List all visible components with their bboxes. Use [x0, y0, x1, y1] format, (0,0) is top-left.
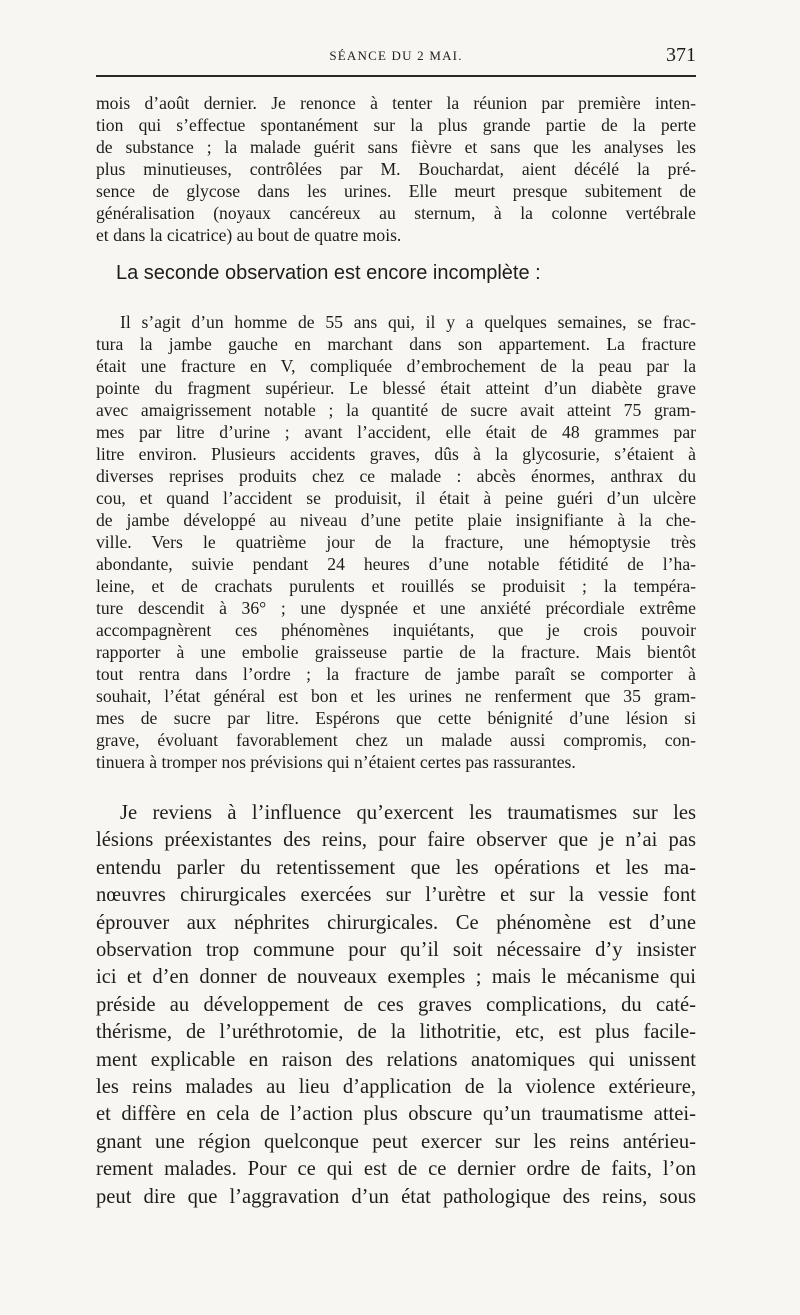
- text-line: peut dire que l’aggravation d’un état pathologique des reins, sous: [96, 1185, 696, 1208]
- text-line: mes de sucre par litre. Espérons que cette bénignité d’une lésion si: [96, 708, 696, 728]
- text-line: préside au développement de ces graves complications, du caté-: [96, 993, 696, 1016]
- text-line: leine, et de crachats purulents et rouillés se produisit ; la tempéra-: [96, 576, 696, 596]
- paragraph-1: [96, 92, 696, 246]
- heading-text: La seconde observation est encore incomplète :: [116, 262, 541, 284]
- text-line: éprouver aux néphrites chirurgicales. Ce phénomène est d’une: [96, 911, 696, 934]
- text-line: ment explicable en raison des relations anatomiques qui unissent: [96, 1048, 696, 1071]
- text-line: cou, et quand l’accident se produisit, il était à peine guéri d’un ulcère: [96, 488, 696, 508]
- text-line: plus minutieuses, contrôlées par M. Bouchardat, aient décélé la pré-: [96, 159, 696, 179]
- text-line: tion qui s’effectue spontanément sur la plus grande partie de la perte: [96, 115, 696, 135]
- paragraph-3: [96, 800, 696, 1211]
- text-line: pointe du fragment supérieur. Le blessé était atteint d’un diabète grave: [96, 378, 696, 398]
- text-line: rapporter à une embolie graisseuse partie de la fracture. Mais bientôt: [96, 642, 696, 662]
- text-line: rement malades. Pour ce qui est de ce dernier ordre de faits, l’on: [96, 1158, 696, 1181]
- header-rule: [96, 75, 696, 77]
- text-line: Il s’agit d’un homme de 55 ans qui, il y a quelques semaines, se frac-: [120, 312, 696, 332]
- text-line: tout rentra dans l’ordre ; la fracture de jambe paraît se comporter à: [96, 664, 696, 684]
- text-line: souhait, l’état général est bon et les urines ne renferment que 35 gram-: [96, 686, 696, 706]
- text-line: sence de glycose dans les urines. Elle meurt presque subitement de: [96, 181, 696, 201]
- text-line: et diffère en cela de l’action plus obscure qu’un traumatisme attei-: [96, 1103, 696, 1126]
- text-line: généralisation (noyaux cancéreux au sternum, à la colonne vertébrale: [96, 203, 696, 223]
- page-number: 371: [666, 44, 696, 66]
- running-title: SÉANCE DU 2 MAI.: [329, 48, 463, 63]
- text-line: tinuera à tromper nos prévisions qui n’étaient certes pas rassurantes.: [96, 752, 576, 772]
- text-line: Je reviens à l’influence qu’exercent les traumatismes sur les: [120, 802, 696, 824]
- text-line: grave, évoluant favorablement chez un malade aussi compromis, con-: [96, 730, 696, 750]
- text-line: entendu parler du retentissement que les opérations et les ma-: [96, 856, 696, 879]
- text-line: mes par litre d’urine ; avant l’accident, elle était de 48 grammes par: [96, 422, 696, 442]
- text-line: lésions préexistantes des reins, pour faire observer que je n’ai pas: [96, 829, 696, 852]
- text-line: ture descendit à 36° ; une dyspnée et une anxiété précordiale extrême: [96, 598, 696, 618]
- text-line: et dans la cicatrice) au bout de quatre mois.: [96, 225, 402, 245]
- text-line: de jambe développé au niveau d’une petite plaie insignifiante à la che-: [96, 510, 696, 530]
- text-line: abondante, suivie pendant 24 heures d’une notable fétidité de l’ha-: [96, 554, 696, 574]
- text-line: diverses reprises produits chez ce malade : abcès énormes, anthrax du: [96, 466, 696, 486]
- text-line: tura la jambe gauche en marchant dans son appartement. La fracture: [96, 334, 696, 354]
- text-line: avec amaigrissement notable ; la quantité de sucre avait atteint 75 gram-: [96, 400, 696, 420]
- text-line: accompagnèrent ces phénomènes inquiétants, que je crois pouvoir: [96, 620, 696, 640]
- text-line: les reins malades au lieu d’application de la violence extérieure,: [96, 1076, 696, 1099]
- text-line: observation trop commune pour qu’il soit nécessaire d’y insister: [96, 939, 696, 962]
- text-line: de substance ; la malade guérit sans fièvre et sans que les analyses les: [96, 137, 696, 157]
- text-line: nœuvres chirurgicales exercées sur l’urètre et sur la vessie font: [96, 884, 696, 907]
- text-line: mois d’août dernier. Je renonce à tenter la réunion par première inten-: [96, 93, 696, 113]
- text-line: était une fracture en V, compliquée d’embrochement de la peau par la: [96, 356, 696, 376]
- page-header: [96, 44, 696, 74]
- text-line: litre environ. Plusieurs accidents graves, dûs à la glycosurie, s’étaient à: [96, 444, 696, 464]
- text-line: gnant une région quelconque peut exercer sur les reins antérieu-: [96, 1130, 696, 1153]
- text-line: thérisme, de l’uréthrotomie, de la lithotritie, etc, est plus facile-: [96, 1021, 696, 1044]
- section-heading: [96, 259, 716, 287]
- text-line: ici et d’en donner de nouveaux exemples ; mais le mécanisme qui: [96, 966, 696, 989]
- text-line: ville. Vers le quatrième jour de la fracture, une hémoptysie très: [96, 532, 696, 552]
- paragraph-2: [96, 311, 696, 773]
